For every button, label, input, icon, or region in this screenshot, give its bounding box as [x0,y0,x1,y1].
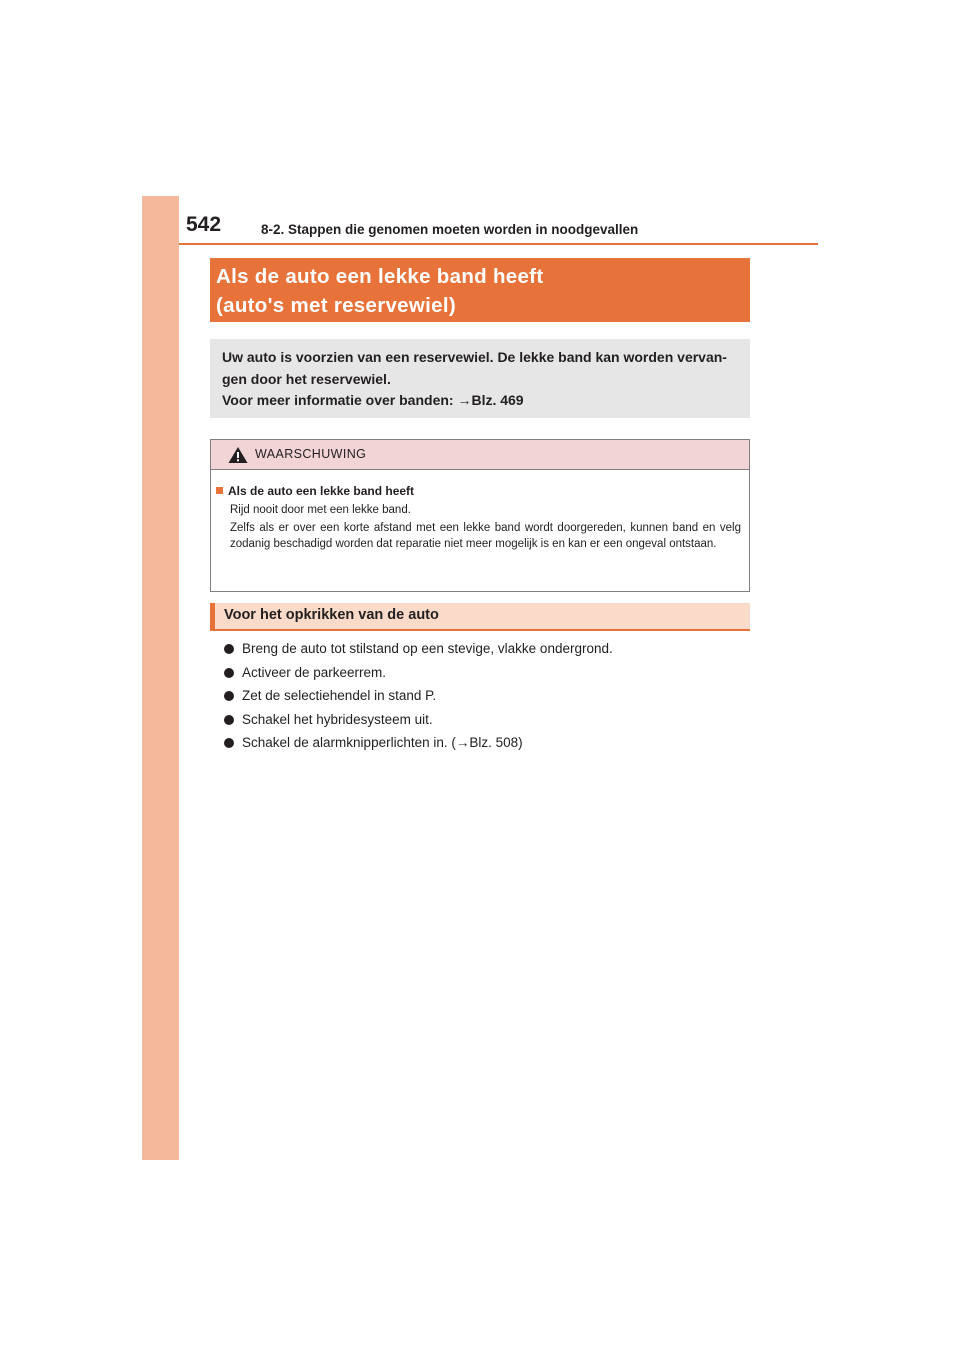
warning-body [211,470,749,552]
warning-header [211,440,749,470]
bullet-dot-icon [224,738,234,748]
intro-line: Voor meer informatie over banden: →Blz. 469 [222,392,524,408]
bullet-dot-icon [224,715,234,725]
list-item-text: Zet de selectiehendel in stand P. [242,688,437,703]
warning-text: Zelfs als er over een korte afstand met een lekke band wordt doorgereden, kunnen band en velg zodanig beschadigd worden dat reparatie niet meer mogelijk is en kan er een ongeval ontstaan. [230,522,741,550]
warning-label: WAARSCHUWING [255,447,367,461]
intro-line: gen door het reservewiel. [222,370,391,387]
warning-box [210,439,750,592]
bullet-dot-icon [224,691,234,701]
list-item-text: Breng de auto tot stilstand op een stevige, vlakke ondergrond. [242,641,613,656]
warning-text: Rijd nooit door met een lekke band. [230,504,411,516]
intro-line: Uw auto is voorzien van een reservewiel. De lekke band kan worden vervan- [222,349,727,365]
square-bullet-icon [216,487,223,494]
list-item-text: Schakel het hybridesysteem uit. [242,711,433,727]
header-rule [179,243,818,245]
intro-box [210,339,750,418]
list-item [222,662,742,686]
section-title-line: Als de auto een lekke band heeft [216,265,544,288]
bullet-dot-icon [224,644,234,654]
list-item-text: Schakel de alarmknipperlichten in. (→Blz. 508) [242,735,523,750]
bullet-dot-icon [224,668,234,678]
bullet-list [222,638,742,756]
page-number: 542 [186,213,222,236]
sub-heading [210,603,750,631]
warning-triangle-icon [228,446,248,464]
list-item [222,709,742,733]
section-title-box [210,258,750,322]
list-item-text: Activeer de parkeerrem. [242,664,387,680]
sub-heading-text: Voor het opkrikken van de auto [224,607,439,623]
list-item [222,732,742,756]
sub-heading-accent [210,603,215,629]
list-item [222,638,742,662]
warning-subhead [216,483,741,499]
warning-subhead-text: Als de auto een lekke band heeft [228,484,415,498]
section-title-line: (auto's met reservewiel) [216,294,456,317]
chapter-title: 8-2. Stappen die genomen moeten worden in noodgevallen [261,222,639,237]
list-item [222,685,742,709]
side-margin-bar [142,196,179,1160]
